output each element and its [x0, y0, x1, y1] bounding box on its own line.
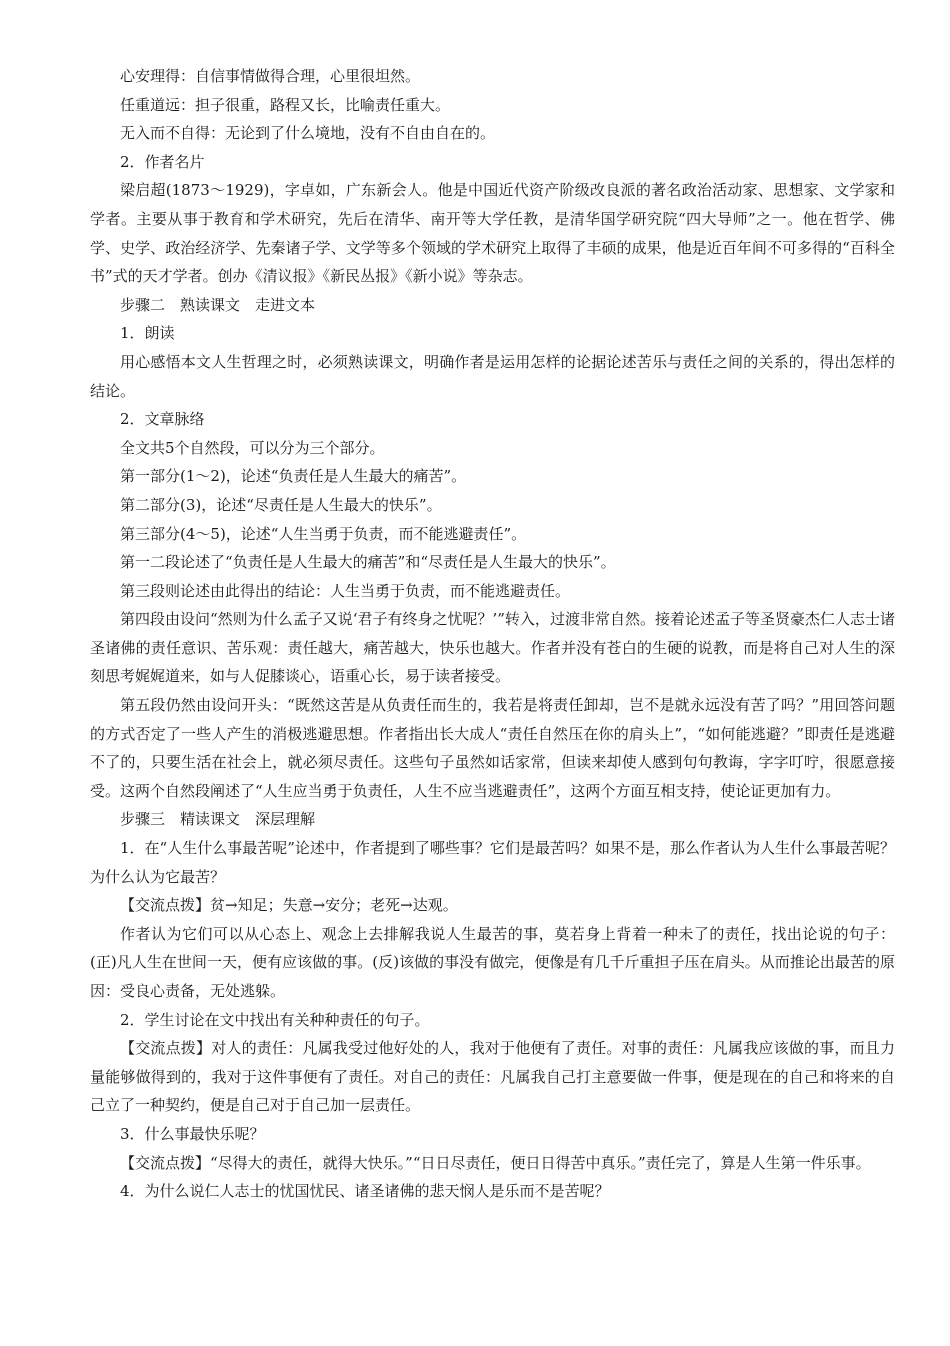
paragraph: 第三段则论述由此得出的结论：人生当勇于负责，而不能逃避责任。	[120, 581, 571, 600]
paragraph: 第四段由设问“然则为什么孟子又说‘君子有终身之忧呢？’”转入，过渡非常自然。接着论述孟子等圣贤豪杰仁人志士诸圣诸佛的责任意识、苦乐观：责任越大，痛苦越大，快乐也越大。作者并没有苍白的生硬的说教，而是将自己对人生的深刻思考娓娓道来，如与人促膝谈心，语重心长，易于读者接受。	[90, 610, 895, 686]
section-heading: 2．文章脉络	[120, 410, 205, 429]
paragraph: 用心感悟本文人生哲理之时，必须熟读课文，明确作者是运用怎样的论据论述苦乐与责任之间的关系的，得出怎样的结论。	[90, 352, 895, 400]
question: 3．什么事最快乐呢？	[120, 1124, 265, 1143]
document-body	[90, 62, 895, 1206]
paragraph: 第五段仍然由设问开头：“既然这苦是从负责任而生的，我若是将责任卸却，岂不是就永远没有苦了吗？”用回答问题的方式否定了一些人产生的消极逃避思想。作者指出长大成人“责任自然压在你的肩头上”，“如何能逃避？”即责任是逃避不了的，只要生活在社会上，就必须尽责任。这些句子虽然如话家常，但读来却使人感到句句教诲，字字叮咛，很愿意接受。这两个自然段阐述了“人生应当勇于负责任，人生不应当逃避责任”，这两个方面互相支持，使论证更加有力。	[90, 696, 895, 800]
question: 1．在“人生什么事最苦呢”论述中，作者提到了哪些事？它们是最苦吗？如果不是，那么作者认为人生什么事最苦呢？为什么认为它最苦？	[90, 839, 895, 886]
question: 2．学生讨论在文中找出有关种种责任的句子。	[120, 1010, 430, 1029]
paragraph: 第一二段论述了“负责任是人生最大的痛苦”和“尽责任是人生最大的快乐”。	[120, 553, 616, 572]
paragraph: 无入而不自得：无论到了什么境地，没有不自由自在的。	[120, 124, 496, 143]
paragraph: 第一部分(1～2)，论述“负责任是人生最大的痛苦”。	[120, 467, 467, 486]
step-heading: 步骤二 熟读课文 走进文本	[120, 295, 316, 314]
paragraph: 作者认为它们可以从心态上、观念上去排解我说人生最苦的事，莫若身上背着一种未了的责任，找出论说的句子：(正)凡人生在世间一天，便有应该做的事。(反)该做的事没有做完，便像是有几千斤重担子压在肩头。从而推论出最苦的原因：受良心责备，无处逃躲。	[90, 924, 895, 1000]
section-heading: 1．朗读	[120, 324, 175, 343]
paragraph: 第二部分(3)，论述“尽责任是人生最大的快乐”。	[120, 495, 442, 514]
question: 4．为什么说仁人志士的忧国忧民、诸圣诸佛的悲天悯人是乐而不是苦呢？	[120, 1182, 610, 1201]
paragraph: 任重道远：担子很重，路程又长，比喻责任重大。	[120, 95, 451, 114]
paragraph: 梁启超(1873～1929)，字卓如，广东新会人。他是中国近代资产阶级改良派的著名政治活动家、思想家、文学家和学者。主要从事于教育和学术研究，先后在清华、南开等大学任教，是清华国学研究院“四大导师”之一。他在哲学、佛学、史学、政治经济学、先秦诸子学、文学等多个领域的学术研究上取得了丰硕的成果，他是近百年间不可多得的“百科全书”式的天才学者。创办《清议报》《新民丛报》《新小说》等杂志。	[90, 181, 895, 286]
discussion-hint: 【交流点拨】贫→知足；失意→安分；老死→达观。	[120, 896, 458, 915]
discussion-hint: 【交流点拨】“尽得大的责任，就得大快乐。”“日日尽责任，便日日得苦中真乐。”责任完了，算是人生第一件乐事。	[120, 1153, 871, 1172]
step-heading: 步骤三 精读课文 深层理解	[120, 810, 316, 829]
paragraph: 心安理得：自信事情做得合理，心里很坦然。	[120, 67, 421, 85]
paragraph: 全文共5个自然段，可以分为三个部分。	[120, 438, 385, 457]
paragraph: 第三部分(4～5)，论述“人生当勇于负责，而不能逃避责任”。	[120, 524, 527, 543]
discussion-hint: 【交流点拨】对人的责任：凡属我受过他好处的人，我对于他便有了责任。对事的责任：凡属我应该做的事，而且力量能够做得到的，我对于这件事便有了责任。对自己的责任：凡属我自己打主意要做一件事，便是现在的自己和将来的自己立了一种契约，便是自己对于自己加一层责任。	[90, 1039, 895, 1115]
section-heading: 2．作者名片	[120, 152, 205, 171]
